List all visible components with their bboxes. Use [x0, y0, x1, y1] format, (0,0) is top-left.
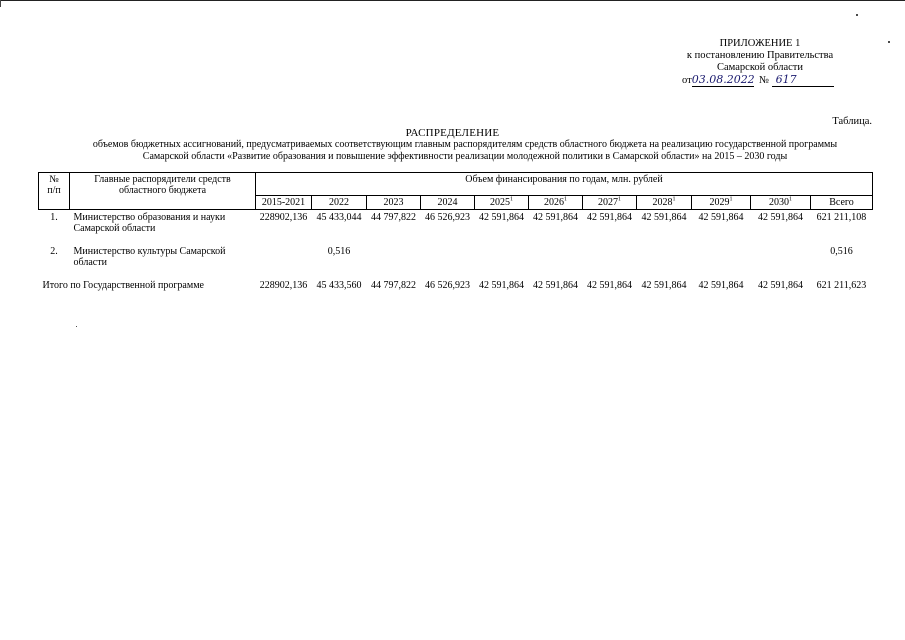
- header-year-label: 2030: [769, 197, 789, 208]
- document-title: РАСПРЕДЕЛЕНИЕ: [405, 127, 500, 139]
- scan-speck: [888, 41, 890, 43]
- total-value-cell: 46 526,923: [425, 280, 470, 291]
- appendix-block: [660, 38, 860, 87]
- appendix-decree-line: к постановлению Правительства: [686, 50, 834, 61]
- subtitle-line-2: Самарской области «Развитие образования и повышение эффективности реализации молодежной политики в Самарской области» на 2015 – 2030 годы: [142, 151, 788, 162]
- total-value-cell: 42 591,864: [533, 280, 578, 291]
- scan-speck: [76, 326, 77, 327]
- value-cell: [256, 244, 312, 270]
- header-financing-group: Объем финансирования по годам, млн. рублей: [256, 173, 873, 196]
- total-value-cell: 228902,136: [259, 280, 308, 291]
- table-row: [39, 210, 873, 237]
- header-year: [583, 196, 637, 210]
- scan-top-edge: [0, 0, 905, 1]
- footnote-marker: 1: [564, 196, 567, 203]
- value-cell: [367, 244, 421, 270]
- row-spacer: [39, 236, 873, 244]
- value-cell: 46 526,923: [425, 212, 470, 223]
- total-value-cell: 42 591,864: [758, 280, 803, 291]
- value-cell: [692, 244, 751, 270]
- row-number: 1.: [50, 212, 58, 223]
- header-year-label: 2022: [329, 197, 349, 208]
- scan-speck: [856, 14, 858, 16]
- appendix-date-number-row: [660, 74, 860, 87]
- total-value-cell: 42 591,864: [698, 280, 744, 291]
- value-cell: 42 591,864: [533, 212, 578, 223]
- value-cell: 42 591,864: [758, 212, 803, 223]
- header-year: [367, 196, 421, 210]
- value-cell: 0,516: [327, 246, 351, 257]
- total-value-cell: 42 591,864: [479, 280, 524, 291]
- footnote-marker: 1: [789, 196, 792, 203]
- distributor-name: Министерство культуры Самарской области: [73, 246, 226, 268]
- value-cell: [421, 244, 475, 270]
- header-year-label: 2015-2021: [261, 197, 306, 208]
- number-label: №: [758, 75, 769, 86]
- header-year-label: 2026: [544, 197, 564, 208]
- distributor-name: Министерство образования и науки Самарской области: [73, 212, 226, 234]
- table-row: [39, 244, 873, 270]
- header-year: [529, 196, 583, 210]
- total-value-cell: 621 211,623: [816, 280, 867, 291]
- value-cell: [583, 244, 637, 270]
- table-body: [39, 210, 873, 294]
- value-cell: 42 591,864: [587, 212, 632, 223]
- header-year: [692, 196, 751, 210]
- header-distributor: Главные распорядители средств областного бюджета: [70, 173, 256, 210]
- row-spacer: [39, 270, 873, 278]
- header-year: [811, 196, 873, 210]
- header-year: [751, 196, 811, 210]
- value-cell: [529, 244, 583, 270]
- header-year: [312, 196, 367, 210]
- header-year: [256, 196, 312, 210]
- footnote-marker: 1: [618, 196, 621, 203]
- table-header-row-1: [39, 173, 873, 196]
- handwritten-date: 03.08.2022: [691, 73, 755, 86]
- from-label: от: [682, 75, 692, 86]
- value-cell: 44 797,822: [371, 212, 416, 223]
- header-row-number: № п/п: [39, 173, 70, 210]
- document-subtitle: [40, 139, 890, 163]
- header-year: [637, 196, 692, 210]
- table-label: Таблица.: [832, 116, 872, 127]
- total-value-cell: 44 797,822: [371, 280, 416, 291]
- value-cell: [637, 244, 692, 270]
- value-cell: 228902,136: [259, 212, 308, 223]
- subtitle-line-1: объемов бюджетных ассигнований, предусматриваемых соответствующим главным распорядителям средств областного бюджета на реализацию государственной программы: [92, 139, 838, 150]
- financing-table: [38, 172, 873, 293]
- total-label: Итого по Государственной программе: [42, 280, 204, 291]
- row-number: 2.: [50, 246, 58, 257]
- footnote-marker: 1: [729, 196, 733, 203]
- value-cell: 42 591,864: [698, 212, 744, 223]
- header-year-label: 2025: [490, 197, 510, 208]
- header-year-label: 2024: [437, 197, 458, 208]
- total-value-cell: 42 591,864: [587, 280, 632, 291]
- header-year-label: 2027: [598, 197, 618, 208]
- total-value-cell: 42 591,864: [641, 280, 687, 291]
- value-cell: 45 433,044: [316, 212, 362, 223]
- header-year-label: Всего: [829, 197, 854, 208]
- value-cell: 0,516: [830, 246, 853, 257]
- header-year: [421, 196, 475, 210]
- appendix-region-line: Самарской области: [717, 62, 803, 73]
- total-value-cell: 45 433,560: [316, 280, 362, 291]
- header-year: [475, 196, 529, 210]
- footnote-marker: 1: [510, 196, 513, 203]
- header-year-label: 2029: [709, 197, 730, 208]
- value-cell: 42 591,864: [479, 212, 524, 223]
- header-year-label: 2023: [383, 197, 404, 208]
- header-year-label: 2028: [652, 197, 673, 208]
- value-cell: 621 211,108: [816, 212, 867, 223]
- scan-left-edge: [0, 0, 1, 7]
- value-cell: [751, 244, 811, 270]
- appendix-title: ПРИЛОЖЕНИЕ 1: [719, 38, 801, 49]
- total-row: [39, 278, 873, 293]
- handwritten-number: 617: [772, 74, 834, 87]
- footnote-marker: 1: [672, 196, 676, 203]
- value-cell: 42 591,864: [641, 212, 687, 223]
- value-cell: [475, 244, 529, 270]
